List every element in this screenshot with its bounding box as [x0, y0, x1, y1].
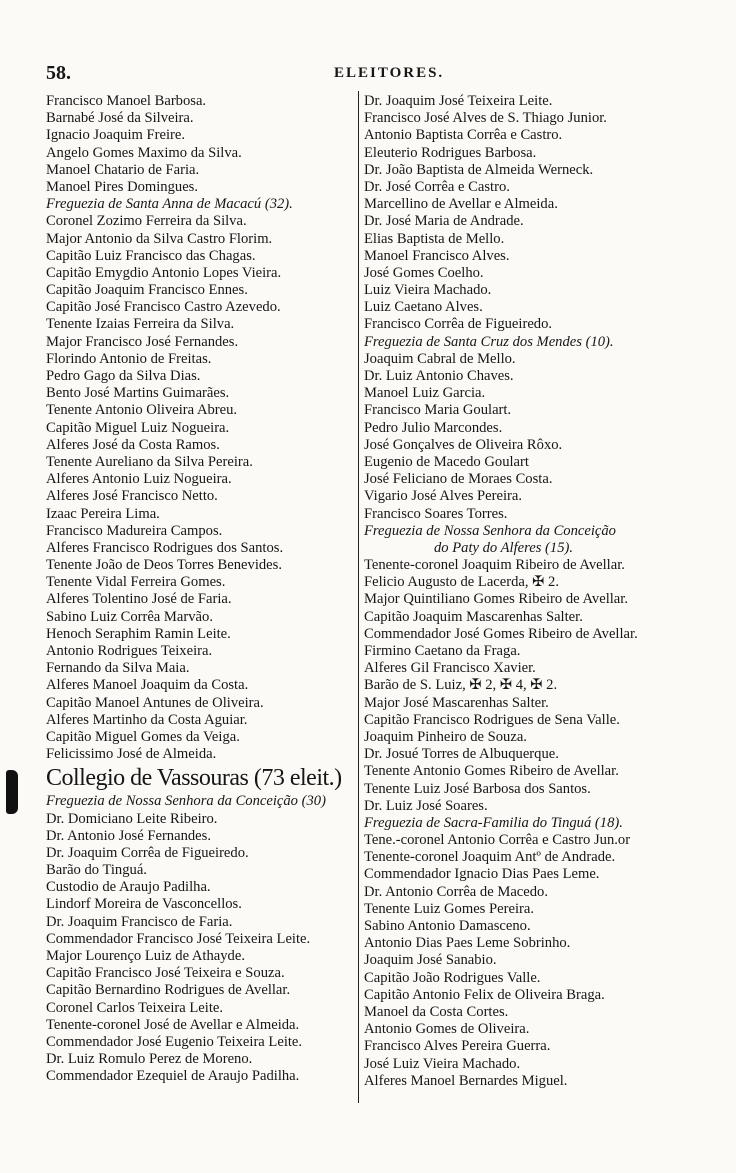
list-item: Joaquim José Sanabio. — [364, 952, 497, 969]
list-item: Manoel da Costa Cortes. — [364, 1003, 509, 1020]
list-item: Dr. Antonio Corrêa de Macedo. — [364, 883, 548, 900]
list-item: Tenente-coronel Joaquim Ribeiro de Avellar. — [364, 557, 625, 574]
list-item: Major Lourenço Luiz de Athayde. — [46, 948, 245, 964]
list-item: Tenente Luiz José Barbosa dos Santos. — [364, 780, 591, 797]
list-item: Capitão Antonio Felix de Oliveira Braga. — [364, 986, 605, 1003]
list-item: Manoel Luiz Garcia. — [364, 385, 486, 402]
list-item: Capitão João Rodrigues Valle. — [364, 969, 541, 986]
list-item: Angelo Gomes Maximo da Silva. — [46, 144, 242, 161]
list-item: Alferes Gil Francisco Xavier. — [364, 660, 536, 677]
list-item: Luiz Vieira Machado. — [364, 282, 492, 299]
list-item: Alferes Manoel Bernardes Miguel. — [364, 1072, 568, 1089]
list-item: Capitão Miguel Gomes da Veiga. — [46, 728, 240, 745]
list-item: José Gomes Coelho. — [364, 264, 484, 281]
list-item: Firmino Caetano da Fraga. — [364, 643, 521, 659]
list-item: Commendador José Eugenio Teixeira Leite. — [46, 1033, 303, 1050]
list-item: Capitão Francisco José Teixeira e Souza. — [46, 965, 285, 982]
list-item: Alferes José Francisco Netto. — [46, 488, 218, 505]
section-heading: do Paty do Alferes (15). — [434, 539, 574, 556]
list-item: Capitão Emygdio Antonio Lopes Vieira. — [46, 264, 282, 281]
list-item: Luiz Caetano Alves. — [364, 299, 483, 316]
list-item: Eleuterio Rodrigues Barbosa. — [364, 144, 537, 161]
list-item: Manoel Chatario de Faria. — [46, 161, 200, 178]
list-item: Francisco Maria Goulart. — [364, 402, 512, 419]
section-heading: Freguezia de Nossa Senhora da Conceição — [364, 522, 616, 539]
list-item: Tenente-coronel Joaquim Antº de Andrade. — [364, 849, 616, 866]
running-head: ELEITORES. — [334, 65, 445, 81]
right-column — [364, 93, 698, 1090]
section-heading: Freguezia de Santa Cruz dos Mendes (10). — [364, 333, 614, 350]
list-item: Coronel Zozimo Ferreira da Silva. — [46, 213, 247, 230]
list-item: Elias Baptista de Mello. — [364, 230, 505, 247]
list-item: Coronel Carlos Teixeira Leite. — [46, 999, 224, 1016]
list-item: Felicio Augusto de Lacerda, ✠ 2. — [364, 574, 560, 591]
list-item: Commendador Ignacio Dias Paes Leme. — [364, 866, 600, 883]
list-item: Capitão José Francisco Castro Azevedo. — [46, 299, 281, 316]
list-item: José Feliciano de Moraes Costa. — [364, 471, 553, 488]
list-item: Alferes José da Costa Ramos. — [46, 436, 220, 453]
list-item: Barnabé José da Silveira. — [46, 110, 194, 127]
list-item: José Gonçalves de Oliveira Rôxo. — [364, 436, 563, 453]
list-item: Antonio Dias Paes Leme Sobrinho. — [364, 935, 571, 952]
column-divider — [358, 91, 359, 1103]
page-header — [46, 62, 686, 84]
list-item: Alferes Manoel Joaquim da Costa. — [46, 677, 249, 694]
list-item: Capitão Joaquim Mascarenhas Salter. — [364, 608, 583, 625]
list-item: Joaquim Cabral de Mello. — [364, 350, 516, 367]
list-item: Sabino Antonio Damasceno. — [364, 918, 531, 934]
list-item: Pedro Gago da Silva Dias. — [46, 368, 201, 384]
list-item: Dr. Domiciano Leite Ribeiro. — [46, 810, 218, 827]
list-item: Francisco Corrêa de Figueiredo. — [364, 316, 553, 333]
list-item: Alferes Francisco Rodrigues dos Santos. — [46, 539, 284, 556]
page-number: 58. — [46, 62, 71, 84]
left-column — [46, 93, 358, 1086]
list-item: Vigario José Alves Pereira. — [364, 488, 522, 505]
list-item: Dr. Joaquim Corrêa de Figueiredo. — [46, 844, 249, 861]
list-item: Bento José Martins Guimarães. — [46, 385, 230, 402]
list-item: Tenente Vidal Ferreira Gomes. — [46, 574, 226, 591]
list-item: Major Quintiliano Gomes Ribeiro de Avellar. — [364, 591, 628, 608]
section-heading: Freguezia de Santa Anna de Macacú (32). — [46, 196, 293, 213]
list-item: Francisco Alves Pereira Guerra. — [364, 1038, 551, 1055]
list-item: Antonio Gomes de Oliveira. — [364, 1021, 530, 1038]
list-item: Dr. Antonio José Fernandes. — [46, 827, 211, 844]
list-item: Capitão Miguel Luiz Nogueira. — [46, 419, 230, 436]
list-item: Tenente Antonio Gomes Ribeiro de Avellar. — [364, 763, 619, 780]
list-item: Antonio Baptista Corrêa e Castro. — [364, 127, 563, 144]
list-item: Commendador Ezequiel de Araujo Padilha. — [46, 1068, 300, 1085]
section-heading: Collegio de Vassouras (73 eleit.) — [46, 765, 342, 792]
list-item: Dr. José Corrêa e Castro. — [364, 178, 510, 195]
list-item: Dr. Luiz Romulo Perez de Moreno. — [46, 1051, 253, 1068]
list-item: Eugenio de Macedo Goulart — [364, 453, 529, 470]
list-item: Capitão Francisco Rodrigues de Sena Valle. — [364, 711, 620, 728]
list-item: Custodio de Araujo Padilha. — [46, 879, 211, 896]
list-item: José Luiz Vieira Machado. — [364, 1055, 521, 1072]
list-item: Francisco Madureira Campos. — [46, 522, 223, 539]
list-item: Capitão Luiz Francisco das Chagas. — [46, 247, 256, 264]
list-item: Tenente Antonio Oliveira Abreu. — [46, 402, 238, 419]
list-item: Capitão Joaquim Francisco Ennes. — [46, 282, 248, 299]
list-item: Tenente João de Deos Torres Benevides. — [46, 557, 282, 574]
list-item: Francisco Manoel Barbosa. — [46, 93, 207, 109]
section-heading: Freguezia de Nossa Senhora da Conceição (30) — [46, 793, 326, 810]
list-item: Francisco José Alves de S. Thiago Junior. — [364, 110, 607, 127]
list-item: Dr. Luiz Antonio Chaves. — [364, 368, 514, 384]
list-item: Dr. Joaquim Francisco de Faria. — [46, 913, 233, 930]
list-item: Major Antonio da Silva Castro Florim. — [46, 230, 273, 247]
list-item: Manoel Francisco Alves. — [364, 247, 510, 264]
list-item: Dr. José Maria de Andrade. — [364, 213, 524, 230]
list-item: Manoel Pires Domingues. — [46, 178, 199, 195]
list-item: Tenente-coronel José de Avellar e Almeida. — [46, 1016, 300, 1033]
list-item: Dr. João Baptista de Almeida Werneck. — [364, 161, 594, 178]
section-heading: Freguezia de Sacra-Familia do Tinguá (18). — [364, 814, 623, 831]
list-item: Tenente Aureliano da Silva Pereira. — [46, 453, 253, 470]
list-item: Francisco Soares Torres. — [364, 505, 508, 522]
list-item: Tenente Izaias Ferreira da Silva. — [46, 316, 235, 333]
list-item: Alferes Martinho da Costa Aguiar. — [46, 711, 248, 728]
list-item: Pedro Julio Marcondes. — [364, 419, 503, 436]
list-item: Barão de S. Luiz, ✠ 2, ✠ 4, ✠ 2. — [364, 677, 558, 694]
list-item: Ignacio Joaquim Freire. — [46, 127, 186, 144]
list-item: Dr. Luiz José Soares. — [364, 797, 488, 814]
list-item: Dr. Joaquim José Teixeira Leite. — [364, 93, 553, 109]
list-item: Henoch Seraphim Ramin Leite. — [46, 625, 231, 642]
list-item: Barão do Tinguá. — [46, 862, 147, 879]
list-item: Alferes Tolentino José de Faria. — [46, 591, 232, 608]
list-item: Tenente Luiz Gomes Pereira. — [364, 900, 534, 917]
list-item: Marcellino de Avellar e Almeida. — [364, 196, 558, 213]
list-item: Antonio Rodrigues Teixeira. — [46, 643, 213, 659]
list-item: Dr. Josué Torres de Albuquerque. — [364, 746, 559, 763]
list-item: Commendador José Gomes Ribeiro de Avellar. — [364, 625, 638, 642]
list-item: Fernando da Silva Maia. — [46, 660, 190, 677]
list-item: Capitão Bernardino Rodrigues de Avellar. — [46, 982, 291, 999]
list-item: Tene.-coronel Antonio Corrêa e Castro Jun.or — [364, 832, 631, 849]
list-item: Major Francisco José Fernandes. — [46, 333, 239, 350]
list-item: Capitão Manoel Antunes de Oliveira. — [46, 694, 264, 711]
binding-edge-mark — [6, 770, 18, 814]
list-item: Alferes Antonio Luiz Nogueira. — [46, 471, 232, 488]
list-item: Felicissimo José de Almeida. — [46, 746, 217, 763]
list-item: Lindorf Moreira de Vasconcellos. — [46, 896, 242, 913]
list-item: Commendador Francisco José Teixeira Leite. — [46, 930, 311, 947]
list-item: Major José Mascarenhas Salter. — [364, 694, 549, 711]
list-item: Sabino Luiz Corrêa Marvão. — [46, 608, 213, 625]
list-item: Florindo Antonio de Freitas. — [46, 350, 212, 367]
list-item: Izaac Pereira Lima. — [46, 505, 160, 522]
list-item: Joaquim Pinheiro de Souza. — [364, 728, 527, 745]
